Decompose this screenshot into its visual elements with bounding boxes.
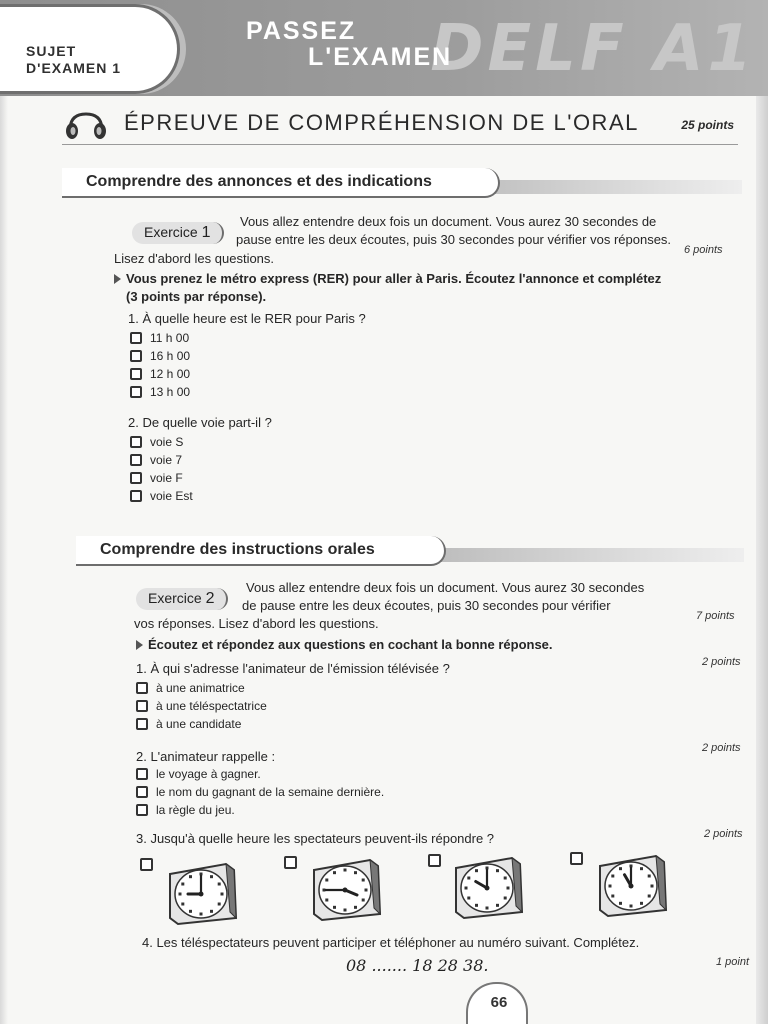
clock-tick: [354, 906, 357, 909]
section1-banner: [62, 168, 742, 198]
checkbox[interactable]: [130, 436, 142, 448]
clock-tick: [465, 887, 468, 890]
clock-tick: [181, 883, 184, 886]
checkbox[interactable]: [136, 718, 148, 730]
section2-banner: [76, 536, 744, 566]
option-label: à une animatrice: [156, 681, 245, 695]
passez-examen-title: [246, 18, 452, 70]
clock-option-checkbox[interactable]: [570, 852, 583, 865]
exercise1-label: Exercice: [144, 224, 198, 240]
exercise1-number: 1: [201, 224, 211, 241]
clock-tick: [365, 889, 368, 892]
exercise2-pill: [136, 588, 228, 610]
section2-title: Comprendre des instructions orales: [100, 541, 375, 558]
ex2-q2-text: 2. L'animateur rappelle :: [136, 749, 276, 764]
ex1-q1-option[interactable]: [130, 384, 190, 400]
section1-title: Comprendre des annonces et des indications: [86, 173, 432, 190]
clock-tick: [504, 897, 507, 900]
ex1-q1-option[interactable]: [130, 348, 190, 364]
arrow-icon: [136, 640, 143, 650]
ex1-q1-option[interactable]: [130, 366, 190, 382]
epreuve-points: 25 points: [681, 118, 734, 132]
clock-tick: [609, 885, 612, 888]
ex1-intro-line2: pause entre les deux écoutes, puis 30 secondes pour vérifier vos réponses.: [236, 232, 672, 247]
ex1-instruction-line2: (3 points par réponse).: [126, 289, 267, 304]
ex2-q1-points: 2 points: [702, 656, 741, 668]
option-label: 16 h 00: [150, 349, 191, 363]
clock-tick: [619, 867, 622, 870]
clock-tick: [179, 893, 182, 896]
checkbox[interactable]: [130, 472, 142, 484]
clock-center: [629, 884, 634, 889]
clock-tick: [189, 875, 192, 878]
clock-tick: [344, 869, 347, 872]
clock-tick: [467, 877, 470, 880]
clock-option-checkbox[interactable]: [284, 856, 297, 869]
clock-icon: [164, 860, 238, 926]
banner-tail: [436, 548, 744, 562]
clock-tick: [221, 893, 224, 896]
option-label: le nom du gagnant de la semaine dernière.: [156, 785, 385, 799]
headphones-icon: [64, 110, 108, 140]
clock-tick: [619, 902, 622, 905]
clock-tick: [648, 895, 651, 898]
clock-tick: [362, 899, 365, 902]
page-number-tab: [466, 982, 528, 1024]
checkbox[interactable]: [130, 490, 142, 502]
clock-tick: [640, 867, 643, 870]
ex2-q1-option[interactable]: [136, 680, 245, 696]
passez-line1: PASSEZ: [246, 17, 357, 45]
clock-tick: [218, 883, 221, 886]
checkbox[interactable]: [130, 386, 142, 398]
subject-line1: SUJET: [26, 43, 77, 59]
option-label: voie S: [150, 435, 184, 449]
clock-icon: [450, 854, 524, 920]
arrow-icon: [114, 274, 121, 284]
epreuve-title: ÉPREUVE DE COMPRÉHENSION DE L'ORAL: [124, 110, 639, 135]
ex2-q1-option[interactable]: [136, 698, 267, 714]
clock-tick: [651, 885, 654, 888]
clock-tick: [648, 875, 651, 878]
clock-icon: [594, 852, 668, 918]
option-label: le voyage à gagner.: [156, 767, 261, 781]
option-label: voie 7: [150, 453, 183, 467]
clock-tick: [630, 905, 633, 908]
ex2-intro-line3: vos réponses. Lisez d'abord les questions.: [134, 616, 379, 631]
clock-tick: [333, 871, 336, 874]
ex1-instruction-line1: [114, 270, 661, 288]
checkbox[interactable]: [136, 700, 148, 712]
clock-tick: [218, 903, 221, 906]
clock-tick: [640, 902, 643, 905]
ex2-q1-option[interactable]: [136, 716, 241, 732]
clock-tick: [496, 869, 499, 872]
ex2-q4-points: 1 point: [716, 956, 750, 968]
clock-option-checkbox[interactable]: [140, 858, 153, 871]
scan-edge-left: [0, 96, 8, 1024]
ex1-q2-option[interactable]: [130, 470, 183, 486]
clock-center: [485, 886, 490, 891]
clock-tick: [333, 906, 336, 909]
clock-center: [343, 888, 348, 893]
clock-tick: [504, 877, 507, 880]
ex1-q1-option[interactable]: [130, 330, 189, 346]
clock-tick: [354, 871, 357, 874]
ex2-q3-text: 3. Jusqu'à quelle heure les spectateurs peuvent-ils répondre ?: [136, 831, 495, 846]
ex2-q2-option[interactable]: [136, 802, 235, 818]
checkbox[interactable]: [130, 454, 142, 466]
checkbox[interactable]: [136, 768, 148, 780]
subject-tab: [0, 4, 180, 94]
clock-tick: [475, 869, 478, 872]
delf-brand: DELF A1: [430, 12, 756, 86]
scan-edge-right: [756, 96, 768, 1024]
clock-tick: [181, 903, 184, 906]
exercise1-pill: [132, 222, 224, 244]
option-label: 12 h 00: [150, 367, 191, 381]
ex2-q2-option[interactable]: [136, 784, 384, 800]
option-label: 13 h 00: [150, 385, 191, 399]
ex2-points: 7 points: [696, 610, 735, 622]
clock-center: [199, 892, 204, 897]
checkbox[interactable]: [130, 368, 142, 380]
option-label: à une candidate: [156, 717, 242, 731]
banner-tail: [462, 180, 742, 194]
ex2-q4-text: 4. Les téléspectateurs peuvent participer et téléphoner au numéro suivant. Complétez.: [142, 935, 640, 950]
ex1-points: 6 points: [684, 244, 723, 256]
option-label: la règle du jeu.: [156, 803, 235, 817]
clock-icon: [308, 856, 382, 922]
ex2-instruction: [136, 636, 553, 654]
checkbox[interactable]: [136, 786, 148, 798]
title-divider: [62, 144, 738, 145]
phone-number-answer[interactable]: 08 ....... 18 28 38.: [346, 956, 489, 975]
option-label: voie Est: [150, 489, 193, 503]
clock-tick: [189, 910, 192, 913]
page-number: 66: [490, 994, 508, 1011]
subject-label: [26, 43, 166, 77]
option-label: à une téléspectatrice: [156, 699, 267, 713]
option-label: voie F: [150, 471, 183, 485]
clock-tick: [200, 913, 203, 916]
clock-tick: [475, 904, 478, 907]
ex2-q3-points: 2 points: [704, 828, 743, 840]
subject-line2: D'EXAMEN 1: [26, 60, 122, 76]
ex1-q1-text: 1. À quelle heure est le RER pour Paris ?: [128, 311, 366, 326]
clock-option-checkbox[interactable]: [428, 854, 441, 867]
ex2-q1-text: 1. À qui s'adresse l'animateur de l'émission télévisée ?: [136, 661, 450, 676]
ex2-intro-line1: Vous allez entendre deux fois un document. Vous aurez 30 secondes: [246, 580, 645, 595]
checkbox[interactable]: [130, 332, 142, 344]
checkbox[interactable]: [130, 350, 142, 362]
clock-tick: [344, 909, 347, 912]
clock-tick: [325, 899, 328, 902]
clock-tick: [507, 887, 510, 890]
checkbox[interactable]: [136, 682, 148, 694]
ex1-instruction-text: Vous prenez le métro express (RER) pour aller à Paris. Écoutez l'annonce et complétez: [126, 271, 662, 286]
passez-line2: L'EXAMEN: [308, 43, 453, 71]
ex2-q2-option[interactable]: [136, 766, 261, 782]
clock-tick: [210, 875, 213, 878]
clock-tick: [467, 897, 470, 900]
option-label: 11 h 00: [150, 331, 190, 345]
ex1-q2-option[interactable]: [130, 488, 193, 504]
exercise2-number: 2: [205, 590, 215, 607]
clock-tick: [210, 910, 213, 913]
exercise2-label: Exercice: [148, 590, 202, 606]
ex2-q2-points: 2 points: [702, 742, 741, 754]
clock-tick: [325, 879, 328, 882]
clock-tick: [486, 907, 489, 910]
checkbox[interactable]: [136, 804, 148, 816]
ex2-instruction-text: Écoutez et répondez aux questions en cochant la bonne réponse.: [148, 637, 553, 652]
ex1-intro-line1: Vous allez entendre deux fois un document. Vous aurez 30 secondes de: [240, 214, 657, 229]
ex1-q2-option[interactable]: [130, 452, 182, 468]
clock-tick: [611, 875, 614, 878]
ex2-intro-line2: de pause entre les deux écoutes, puis 30 secondes pour vérifier: [242, 598, 611, 613]
ex1-q2-text: 2. De quelle voie part-il ?: [128, 415, 272, 430]
clock-tick: [496, 904, 499, 907]
ex1-q2-option[interactable]: [130, 434, 183, 450]
clock-tick: [362, 879, 365, 882]
clock-tick: [611, 895, 614, 898]
ex1-intro-line3: Lisez d'abord les questions.: [114, 251, 275, 266]
